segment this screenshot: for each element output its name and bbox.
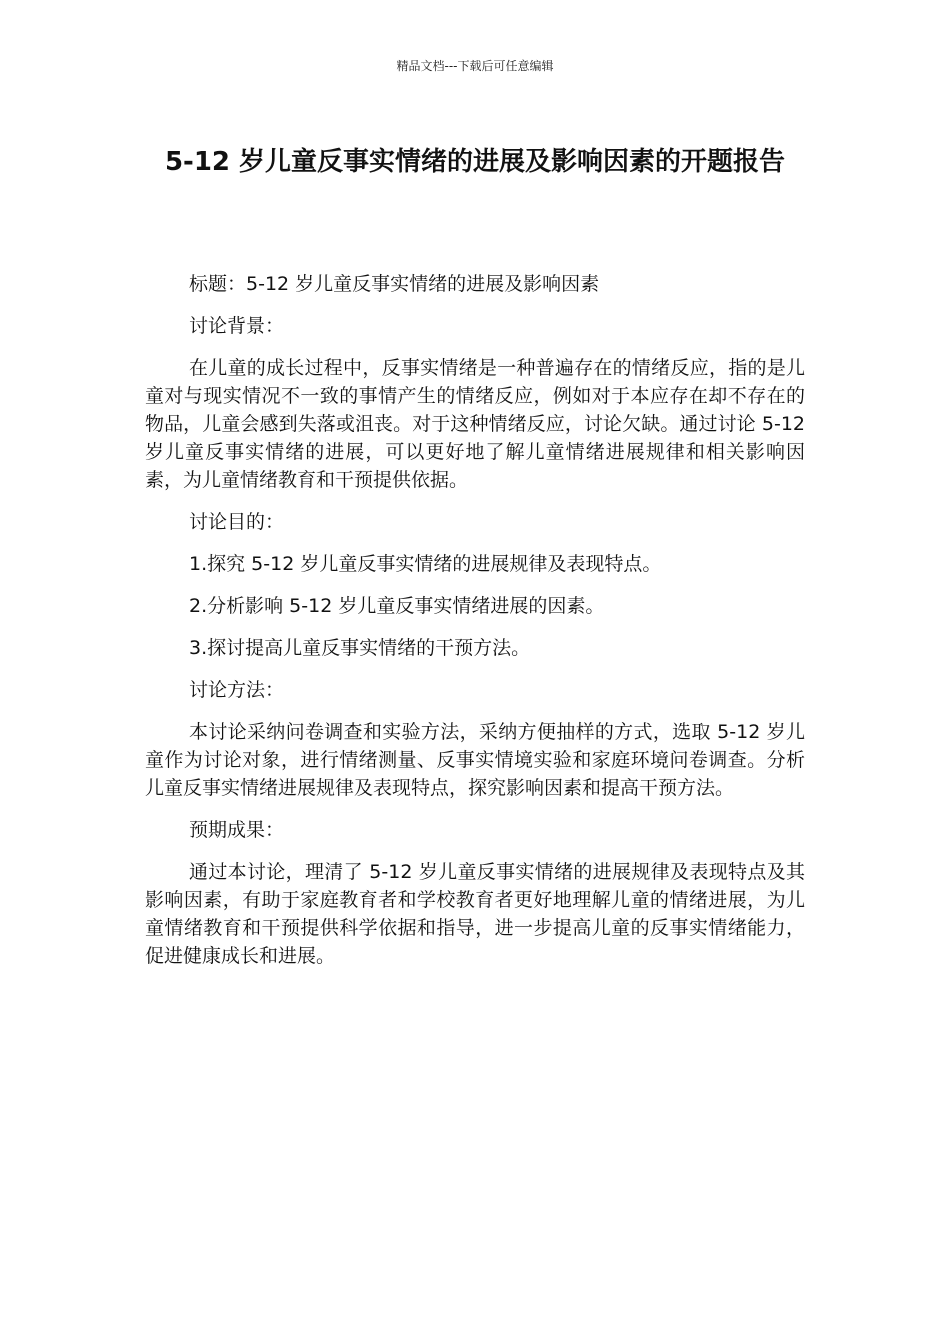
paragraph-expected-results: 通过本讨论，理清了 5-12 岁儿童反事实情绪的进展规律及表现特点及其影响因素，有助于家庭教育者和学校教育者更好地理解儿童的情绪进展，为儿童情绪教育和干预提供科学依据和指导，进一步提高儿童的反事实情绪能力，促进健康成长和进展。 (145, 861, 805, 967)
paragraph-title-line: 标题：5-12 岁儿童反事实情绪的进展及影响因素 (189, 273, 600, 295)
header-note: 精品文档---下载后可任意编辑 (396, 59, 554, 73)
section-heading-expected-results: 预期成果： (189, 819, 285, 841)
section-heading-background: 讨论背景： (189, 315, 285, 337)
document-title: 5-12 岁儿童反事实情绪的进展及影响因素的开题报告 (164, 147, 786, 177)
list-item-objective-3: 3.探讨提高儿童反事实情绪的干预方法。 (189, 637, 531, 659)
paragraph-methods: 本讨论采纳问卷调查和实验方法，采纳方便抽样的方式，选取 5-12 岁儿童作为讨论对象，进行情绪测量、反事实情境实验和家庭环境问卷调查。分析儿童反事实情绪进展规律及表现特点，探究影响因素和提高干预方法。 (145, 721, 805, 799)
document-body (145, 270, 805, 984)
paragraph-background: 在儿童的成长过程中，反事实情绪是一种普遍存在的情绪反应，指的是儿童对与现实情况不一致的事情产生的情绪反应，例如对于本应存在却不存在的物品，儿童会感到失落或沮丧。对于这种情绪反应，讨论欠缺。通过讨论 5-12 岁儿童反事实情绪的进展，可以更好地了解儿童情绪进展规律和相关影响因素，为儿童情绪教育和干预提供依据。 (145, 357, 805, 491)
section-heading-methods: 讨论方法： (189, 679, 285, 701)
list-item-objective-2: 2.分析影响 5-12 岁儿童反事实情绪进展的因素。 (189, 595, 605, 617)
section-heading-objectives: 讨论目的： (189, 511, 285, 533)
list-item-objective-1: 1.探究 5-12 岁儿童反事实情绪的进展规律及表现特点。 (189, 553, 662, 575)
